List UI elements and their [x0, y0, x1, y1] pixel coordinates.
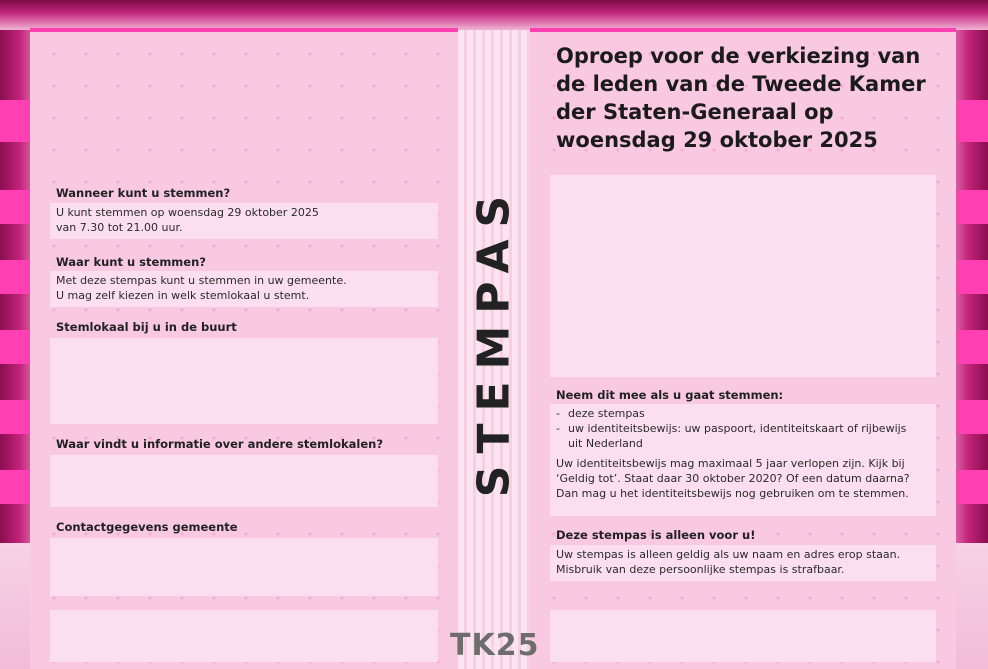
bring-item-id-line-2: uit Nederland [568, 437, 643, 450]
only-box [550, 545, 936, 581]
address-box [550, 175, 936, 377]
bring-box [550, 404, 936, 516]
only-line-1: Uw stempas is alleen geldig als uw naam en adres erop staan. [556, 548, 901, 561]
when-line-1: U kunt stemmen op woensdag 29 oktober 2025 [56, 206, 319, 219]
right-stripe-6 [958, 470, 988, 504]
left-stripe-2 [0, 190, 30, 224]
nearby-box [50, 338, 438, 424]
bring-item-id [556, 421, 930, 451]
left-stripe-3 [0, 260, 30, 294]
right-stripe-3 [958, 260, 988, 294]
contact-box [50, 538, 438, 596]
when-box [50, 203, 438, 239]
bring-note-1: Uw identiteitsbewijs mag maximaal 5 jaar verlopen zijn. Kijk bij [556, 457, 905, 470]
bring-item-stempas: - deze stempas [556, 406, 930, 421]
left-stripe-4 [0, 330, 30, 364]
right-stripe-2 [958, 190, 988, 224]
bring-note-3: Dan mag u het identiteitsbewijs nog gebruiken om te stemmen. [556, 487, 909, 500]
left-panel-top-bar [30, 28, 458, 32]
when-heading: Wanneer kunt u stemmen? [56, 186, 231, 200]
only-heading: Deze stempas is alleen voor u! [556, 528, 756, 542]
left-stripe-1 [0, 100, 30, 142]
info-heading: Waar vindt u informatie over andere stemlokalen? [56, 437, 384, 451]
title-line-1: Oproep voor de verkiezing van [556, 44, 921, 68]
only-line-2: Misbruik van deze persoonlijke stempas is strafbaar. [556, 563, 845, 576]
bring-note-2: ‘Geldig tot’. Staat daar 30 oktober 2020? Of een datum daarna? [556, 472, 910, 485]
right-bottom-box [550, 610, 936, 662]
right-stripe-5 [958, 400, 988, 434]
bring-heading: Neem dit mee als u gaat stemmen: [556, 388, 784, 402]
left-stripe-6 [0, 470, 30, 504]
spine-title [460, 183, 528, 497]
nearby-heading: Stemlokaal bij u in de buurt [56, 320, 237, 334]
title-line-3: der Staten-Generaal op [556, 100, 834, 124]
left-stripe-5 [0, 400, 30, 434]
election-code: TK25 [450, 628, 540, 663]
title-line-4: woensdag 29 oktober 2025 [556, 128, 878, 152]
right-panel-top-bar [530, 28, 956, 32]
bring-item-id-line-1: - uw identiteitsbewijs: uw paspoort, identiteitskaart of rijbewijs [568, 422, 907, 435]
spine-title-text: STEMPAS [468, 183, 520, 497]
right-stripe-1 [958, 100, 988, 142]
info-box [50, 455, 438, 507]
where-heading: Waar kunt u stemmen? [56, 255, 206, 269]
bring-list [556, 406, 930, 451]
contact-heading: Contactgegevens gemeente [56, 520, 238, 534]
where-line-1: Met deze stempas kunt u stemmen in uw gemeente. [56, 274, 347, 287]
right-stripe-4 [958, 330, 988, 364]
where-box [50, 271, 438, 307]
left-bottom-box [50, 610, 438, 662]
title-line-2: de leden van de Tweede Kamer [556, 72, 926, 96]
where-line-2: U mag zelf kiezen in welk stemlokaal u stemt. [56, 289, 310, 302]
page-title [556, 42, 946, 154]
frame-top-border [0, 0, 988, 30]
when-line-2: van 7.30 tot 21.00 uur. [56, 221, 183, 234]
